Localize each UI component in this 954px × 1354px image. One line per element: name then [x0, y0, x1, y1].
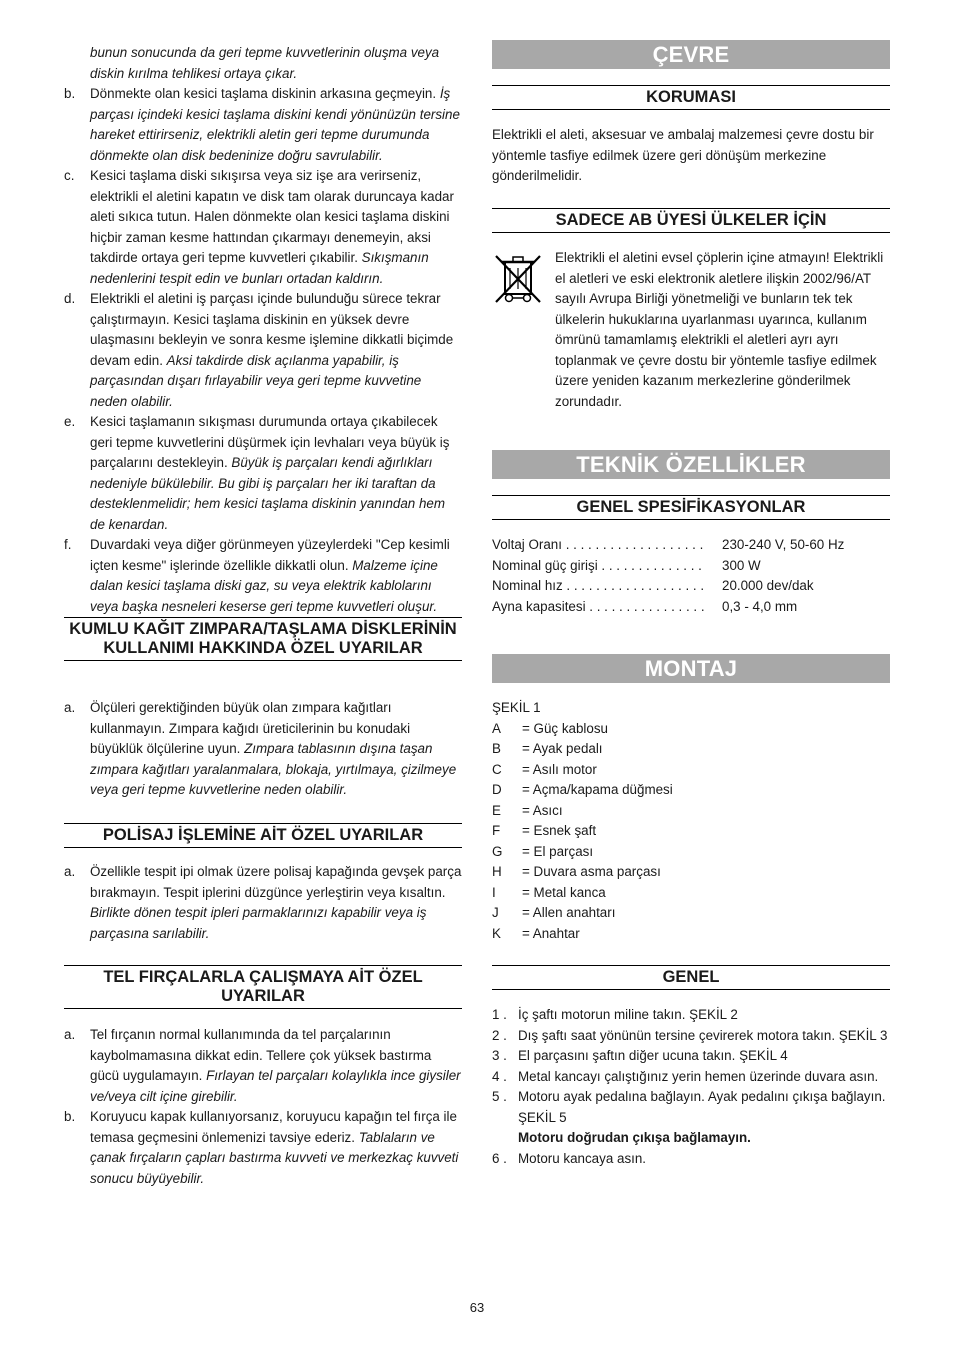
item-italic: Malzeme içine dalan kesici taşlama diski gaz, su veya elektrik kablolarını veya başka nesneleri keserse geri tepme kuvvetleri oluşur. [90, 557, 438, 614]
legend-text: = Allen anahtarı [522, 905, 616, 920]
legend-letter: I [492, 884, 496, 900]
spec-dots: . . . . . . . . . . . . . . . . . . . [561, 537, 704, 552]
eu-text: Elektrikli el aletini evsel çöplerin içine atmayın! Elektrikli el aletleri ve eski elektronik aletlere ilişkin 2002/96/AT sayılı Avrupa Birliği yönetmeliği ve bunların tek tek ülkelerin hukuklarına uyarlanması uyarınca, kullanım ömrünü tamamlamış elektrikli el aletleri ayrı ayrı toplanmak ve çevre dostu bir yöntemle tasfiye edilmek üzere yeniden kazanım merkezlerine gönderilmek zorundadır. [555, 250, 884, 409]
legend-text: = Ayak pedalı [522, 741, 603, 756]
step-warning: Motoru doğrudan çıkışa bağlamayın. [518, 1130, 751, 1145]
list-item [64, 698, 462, 801]
spec-key [492, 556, 722, 577]
spec-row [492, 556, 890, 577]
item-normal: Tel fırçanın normal kullanımında da tel parçalarının kaybolmamasına dikkat edin. Tellere çok yüksek bastırma gücü uygulamayın. [90, 1027, 432, 1083]
item-label: c. [64, 168, 75, 183]
step-item [492, 1026, 890, 1047]
legend-item [492, 903, 890, 924]
sanding-list [64, 698, 462, 801]
spec-value: 20.000 dev/dak [722, 578, 814, 593]
item-normal: Duvardaki veya diğer görünmeyen yüzeylerdeki "Cep kesimli içten kesme" işlerinde özellikle dikkatli olun. [90, 537, 450, 573]
page-number: 63 [469, 1300, 485, 1315]
legend-letter: C [492, 761, 502, 777]
item-normal: Dönmekte olan kesici taşlama diskinin arkasına geçmeyin. [90, 86, 440, 101]
spec-heading: GENEL SPESİFİKASYONLAR [492, 495, 890, 520]
legend-item [492, 719, 890, 740]
koruma-text: Elektrikli el aleti, aksesuar ve ambalaj malzemesi çevre dostu bir yöntemle tasfiye edilmek üzere geri dönüşüm merkezine gönderilmelidir. [492, 127, 874, 183]
legend-text: = Açma/kapama düğmesi [522, 782, 673, 797]
list-item [64, 166, 462, 289]
list-item [64, 1025, 462, 1107]
item-text [90, 698, 462, 801]
spec-row [492, 535, 890, 556]
step-number: 2 . [492, 1027, 507, 1043]
legend-text: = Güç kablosu [522, 720, 608, 736]
step-text: İç şaftı motorun miline takın. ŞEKİL 2 [518, 1007, 738, 1022]
step-number: 4 . [492, 1068, 507, 1084]
legend-text: = Anahtar [522, 925, 580, 941]
step-number: 3 . [492, 1048, 507, 1063]
polishing-list [64, 862, 462, 944]
legend-item [492, 821, 890, 842]
sanding-heading: KUMLU KAĞIT ZIMPARA/TAŞLAMA DİSKLERİNİN KULLANIMI HAKKINDA ÖZEL UYARILAR [64, 617, 462, 661]
step-item [492, 1087, 890, 1149]
spec-row [492, 597, 890, 618]
item-normal: Kesici taşlamanın sıkışması durumunda ortaya çıkabilecek geri tepme kuvvetlerini düşürmek için levhaları veya büyük iş parçalarını destekleyin. [90, 414, 450, 470]
spec-dots: . . . . . . . . . . . . . . [597, 557, 702, 573]
warnings-list [64, 84, 462, 617]
legend-item [492, 924, 890, 945]
wirebrush-list [64, 1025, 462, 1189]
spec-row [492, 576, 890, 597]
item-italic: Birlikte dönen tespit ipleri parmaklarınızı kapabilir veya iş parçasına sarılabilir. [90, 905, 427, 941]
koruma-heading: KORUMASI [492, 85, 890, 110]
teknik-title: TEKNİK ÖZELLİKLER [492, 450, 890, 479]
step-number: 6 . [492, 1150, 507, 1166]
intro-paragraph [64, 43, 462, 84]
spec-dots: . . . . . . . . . . . . . . . . [585, 598, 705, 614]
legend-text: = Metal kanca [522, 884, 606, 900]
item-text [90, 1107, 462, 1189]
spec-value: 300 W [722, 557, 761, 573]
legend-text: = Asılı motor [522, 761, 597, 777]
legend-letter: D [492, 782, 502, 797]
step-body [518, 1087, 890, 1149]
spec-value: 0,3 - 4,0 mm [722, 598, 798, 614]
legend-letter: F [492, 823, 501, 838]
spec-dots: . . . . . . . . . . . . . . . . . . . [562, 578, 705, 593]
step-number: 1 . [492, 1007, 507, 1022]
item-text [90, 166, 462, 289]
step-item [492, 1067, 890, 1088]
list-item [64, 289, 462, 412]
polishing-heading: POLİSAJ İŞLEMİNE AİT ÖZEL UYARILAR [64, 823, 462, 848]
list-item [64, 535, 462, 617]
item-italic: Fırlayan tel parçaları kolaylıkla ince giysiler ve/veya cilt içine girebilir. [90, 1068, 461, 1104]
steps-list [492, 1005, 890, 1169]
step-text: Motoru ayak pedalına bağlayın. Ayak pedalını çıkışa bağlayın. ŞEKİL 5 [518, 1089, 886, 1125]
step-text: Motoru kancaya asın. [518, 1150, 647, 1166]
item-label: b. [64, 86, 76, 101]
legend-letter: A [492, 720, 501, 736]
legend-item [492, 842, 890, 863]
item-text [90, 412, 462, 535]
intro-text: bunun sonucunda da geri tepme kuvvetlerinin oluşma veya diskin kırılma tehlikesi ortaya çıkar. [90, 45, 440, 81]
spec-value: 230-240 V, 50-60 Hz [722, 537, 845, 552]
spec-key-text: Nominal hız [492, 578, 563, 593]
list-item [64, 862, 462, 944]
item-label: a. [64, 864, 76, 879]
list-item [64, 1107, 462, 1189]
item-label: d. [64, 291, 76, 306]
item-label: f. [64, 537, 72, 552]
item-text [90, 1025, 462, 1107]
item-normal: Koruyucu kapak kullanıyorsanız, koruyucu kapağın tel fırça ile temasa geçmesini önlemenizi tavsiye ederiz. [90, 1109, 457, 1145]
item-label: b. [64, 1109, 76, 1124]
legend-letter: J [492, 905, 499, 920]
figure-label: ŞEKİL 1 [492, 700, 541, 715]
legend-text: = Duvara asma parçası [522, 864, 661, 879]
legend-item [492, 883, 890, 904]
item-italic: Büyük iş parçaları kendi ağırlıkları nedeniyle bükülebilir. Bu gibi iş parçaları her iki taraftan da desteklenmelidir; hem kesici taşlama diskinin yanından hem de kenardan. [90, 455, 446, 532]
legend-item [492, 862, 890, 883]
step-text: El parçasını şaftın diğer ucuna takın. ŞEKİL 4 [518, 1048, 788, 1063]
montaj-title: MONTAJ [492, 654, 890, 683]
spec-key [492, 576, 722, 597]
item-normal: Kesici taşlama diski sıkışırsa veya siz işe ara verirseniz, elektrikli el aletini kapatın ve disk tam olarak duruncaya kadar aleti sıkıca tutun. Halen dönmekte olan kesici taşlama diskini hiçbir zaman kesme hattından çıkarmayı denemeyin, aksi takdirde ortaya geri tepme kuvvetleri çıkabilir. [90, 168, 454, 265]
step-item [492, 1149, 890, 1170]
figure-legend [492, 698, 890, 944]
spec-key-text: Nominal güç girişi [492, 557, 598, 573]
genel-heading: GENEL [492, 965, 890, 990]
item-text [90, 84, 462, 166]
legend-item [492, 760, 890, 781]
item-label: a. [64, 700, 76, 715]
item-italic: Zımpara tablasının dışına taşan zımpara kağıtları yaralanmalara, blokaja, yırtılmaya, çizilmeye veya geri tepme kuvvetlerine neden olabilir. [90, 741, 457, 797]
item-normal: Elektrikli el aletini iş parçası içinde bulunduğu sürece tekrar çalıştırmayın. Kesici taşlama diskinin en yüksek devre ulaşmasını bekleyin ve sonra kesme işlemine dikkatli biçimde devam edin. [90, 291, 454, 368]
legend-text: = Esnek şaft [522, 823, 597, 838]
legend-text: = El parçası [522, 843, 594, 859]
item-normal: Özellikle tespit ipi olmak üzere polisaj kapağında gevşek parça bırakmayın. Tespit iplerini düzgünce yerleştirin veya kısaltın. [90, 864, 462, 900]
item-italic: Sıkışmanın nedenlerini tespit edin ve bunları ortadan kaldırın. [90, 250, 429, 286]
legend-letter: B [492, 741, 501, 756]
item-italic: İş parçası içindeki kesici taşlama diskini kendi yönünüzün tersine hareket ettirirseniz, elektrikli aletin geri tepme durumunda dönmekte olan disk bedeninize doğru savrulabilir. [90, 86, 460, 163]
item-text [90, 289, 462, 412]
spec-key [492, 597, 722, 618]
item-text [90, 862, 462, 944]
legend-text: = Asıcı [522, 802, 563, 818]
item-label: a. [64, 1027, 76, 1042]
legend-item [492, 739, 890, 760]
legend-letter: E [492, 802, 501, 818]
item-text [90, 535, 462, 617]
cevre-title: ÇEVRE [492, 40, 890, 69]
legend-letter: G [492, 843, 503, 859]
item-italic: Tablaların ve çanak fırçaların çapları bastırma kuvveti ve merkezkaç kuvveti sonucu büyüyebilir. [90, 1129, 459, 1186]
wirebrush-heading: TEL FIRÇALARLA ÇALIŞMAYA AİT ÖZEL UYARILAR [64, 965, 462, 1009]
item-label: e. [64, 414, 76, 429]
crossed-out-wheelie-bin-icon [492, 252, 548, 308]
item-italic: Aksi takdirde disk açılanma yapabilir, iş parçasından dışarı fırlayabilir veya geri tepme kuvvetine neden olabilir. [90, 352, 422, 409]
step-item [492, 1005, 890, 1026]
bin-svg [492, 252, 544, 306]
spec-key-text: Ayna kapasitesi [492, 598, 586, 614]
spec-key [492, 535, 722, 556]
item-normal: Ölçüleri gerektiğinden büyük olan zımpara kağıtları kullanmayın. Zımpara kağıdı üreticilerinin bu konudaki büyüklük ölçülerine uyun. [90, 700, 411, 756]
legend-item [492, 801, 890, 822]
legend-letter: H [492, 864, 502, 879]
list-item [64, 412, 462, 535]
legend-item [492, 780, 890, 801]
step-number: 5 . [492, 1089, 507, 1104]
spec-list [492, 535, 890, 617]
step-item [492, 1046, 890, 1067]
eu-heading: SADECE AB ÜYESİ ÜLKELER İÇİN [492, 208, 890, 233]
spec-key-text: Voltaj Oranı [492, 537, 562, 552]
legend-letter: K [492, 925, 501, 941]
list-item [64, 84, 462, 166]
step-text: Metal kancayı çalıştığınız yerin hemen üzerinde duvara asın. [518, 1068, 879, 1084]
step-text: Dış şaftı saat yönünün tersine çevirerek motora takın. ŞEKİL 3 [518, 1027, 888, 1043]
